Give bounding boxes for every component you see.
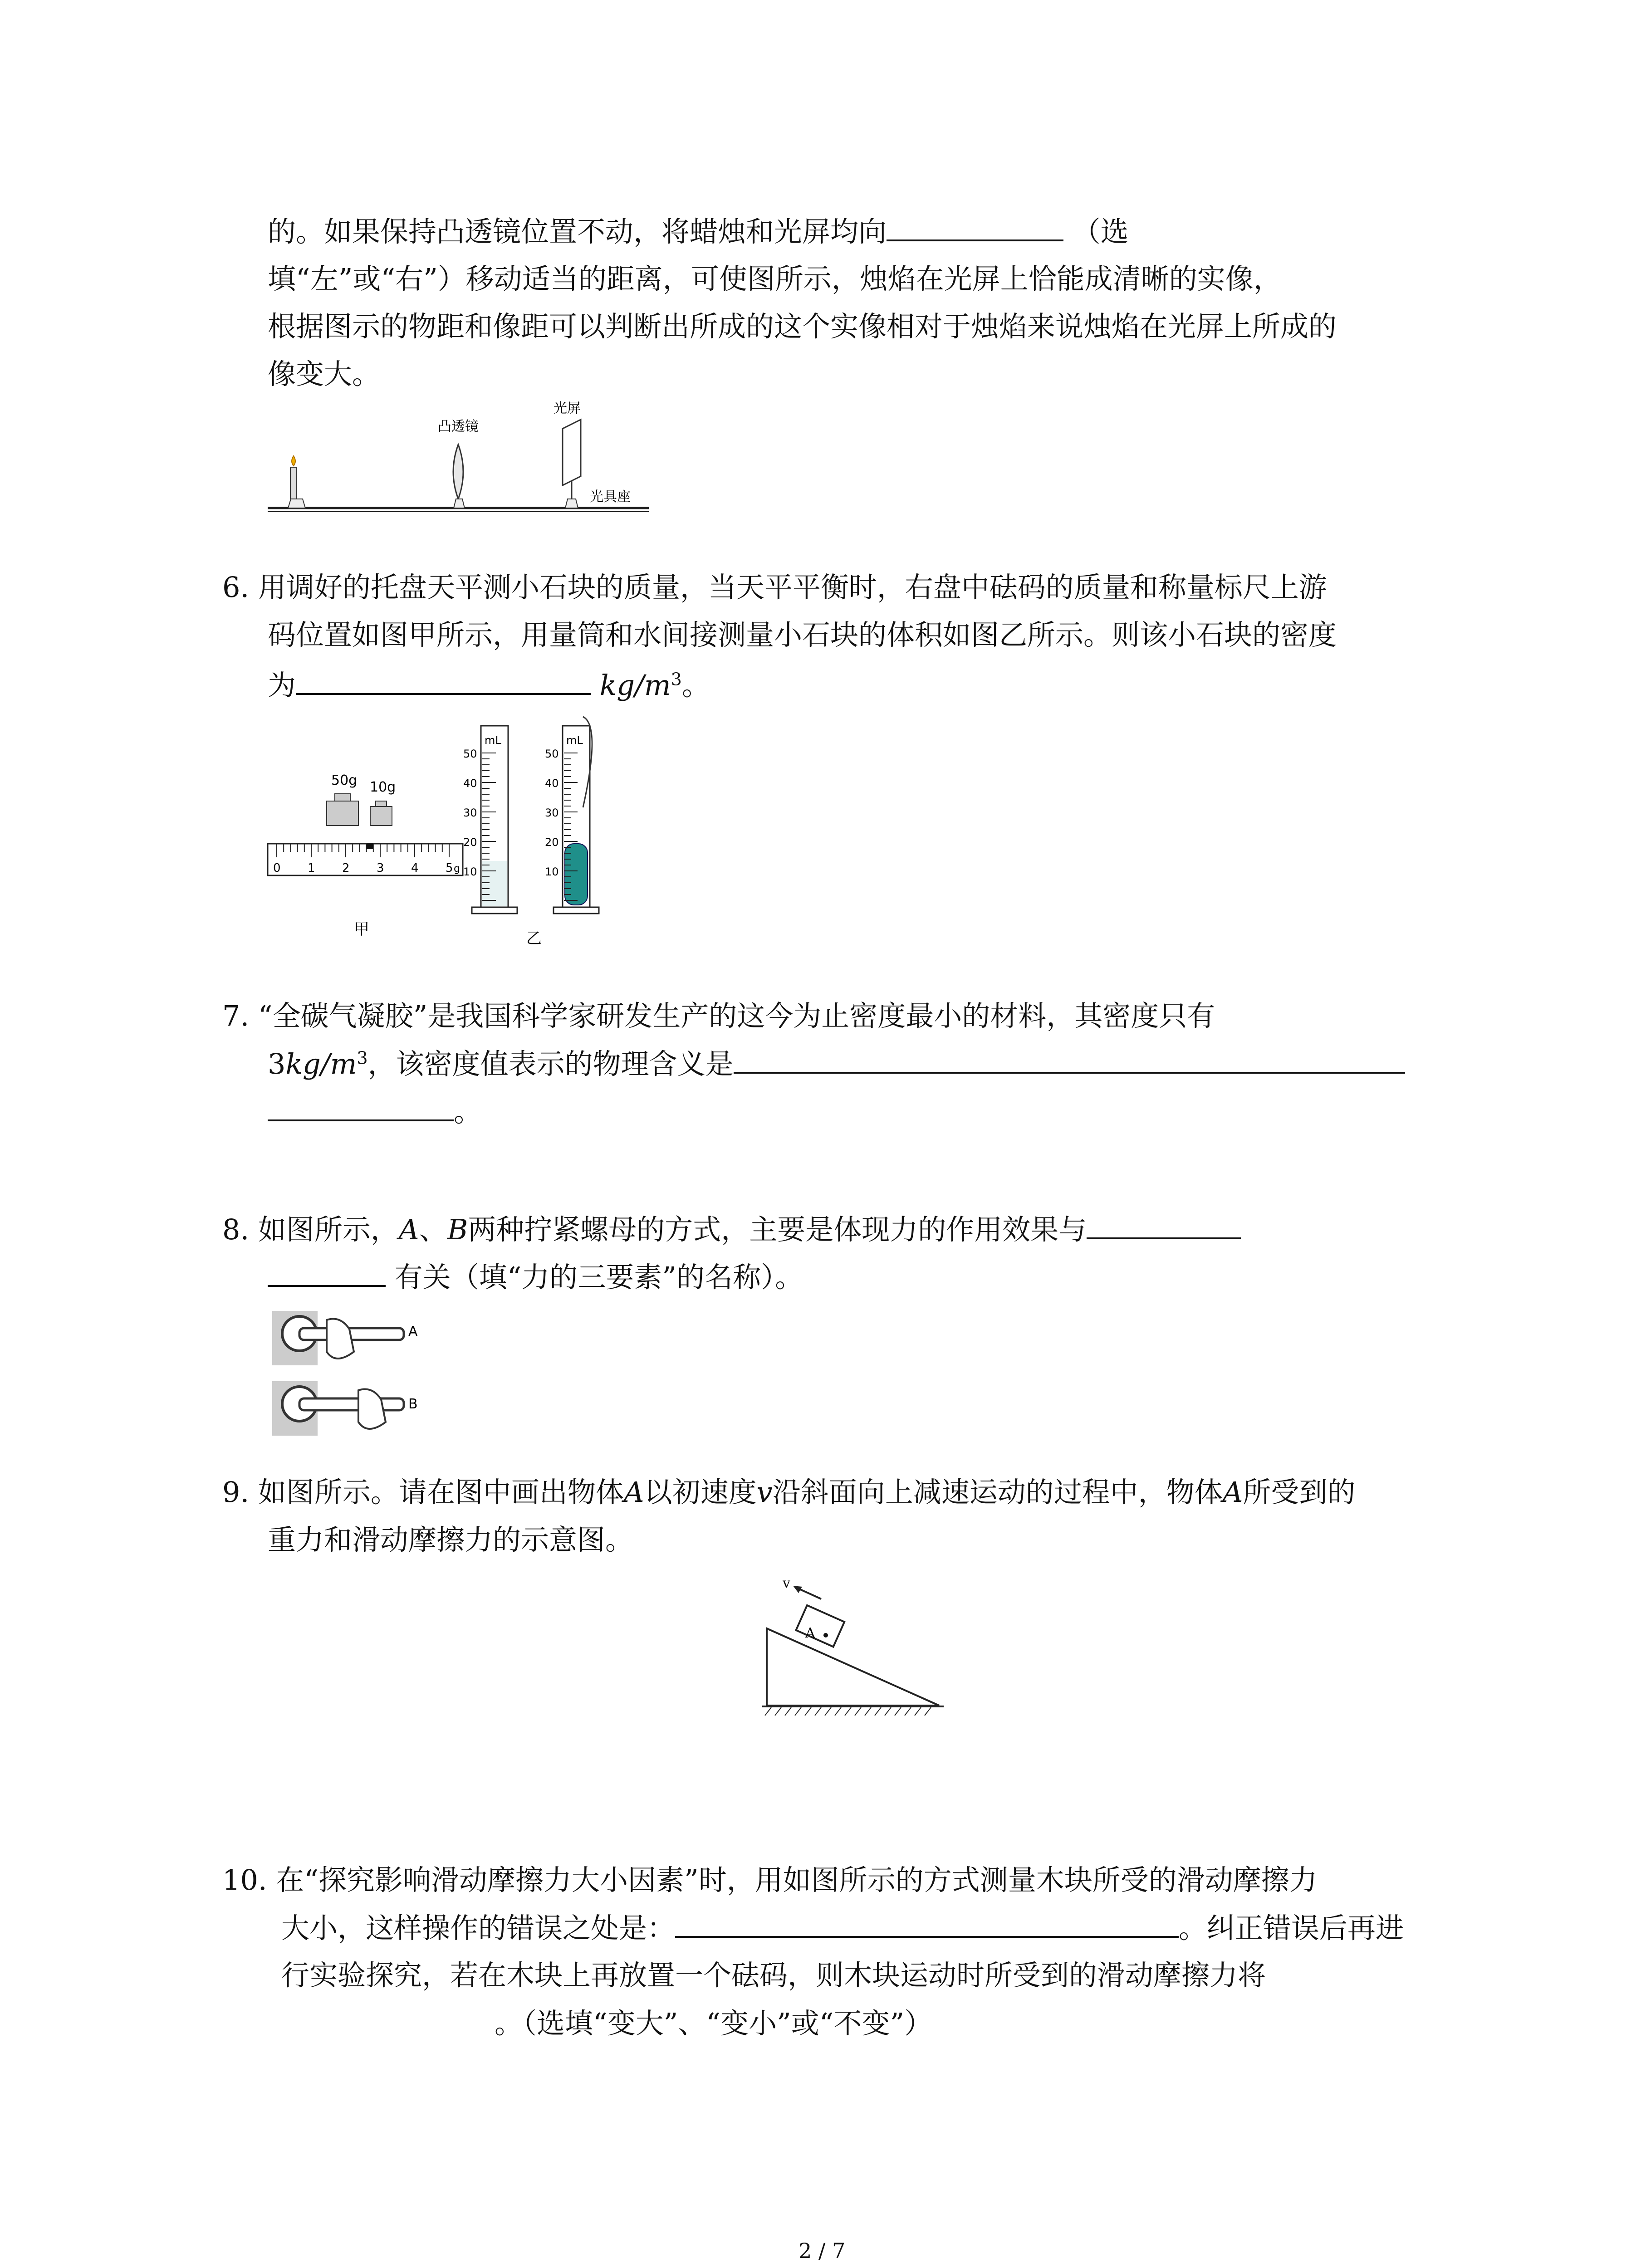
cylinder-tick-label: 20 — [463, 836, 477, 849]
cylinder-tick-label: 30 — [463, 807, 477, 819]
cylinder-tick-label: 40 — [545, 777, 559, 790]
q7-answer-blank[interactable] — [734, 1046, 1405, 1074]
q5-line-2: 填“左”或“右”）移动适当的距离，可使图所示，烛焰在光屏上恰能成清晰的实像， — [268, 262, 1282, 295]
weight-50g-icon — [327, 794, 358, 826]
ruler-unit-label: g — [454, 863, 460, 875]
q6-line-2: 码位置如图甲所示，用量筒和水间接测量小石块的体积如图乙所示。则该小石块的密度 — [268, 618, 1337, 651]
block-a-icon — [796, 1605, 845, 1647]
convex-lens-icon — [453, 445, 465, 508]
q6-number: 6. — [222, 571, 250, 604]
wrench-a-label: A — [408, 1324, 418, 1339]
q10-number: 10. — [222, 1863, 267, 1897]
ruler-tick-label: 5 — [446, 861, 453, 875]
wrench-figure — [272, 1306, 445, 1442]
q6-density-blank[interactable] — [296, 667, 591, 695]
q6-line-3: 为 $kg/m^3$。 — [268, 667, 710, 704]
weight-10g-icon — [370, 801, 392, 826]
q10-line-4: 。（选填“变大”、“变小”或“不变”） — [281, 2005, 932, 2042]
incline-figure[interactable] — [762, 1569, 953, 1719]
q10-line-2: 大小，这样操作的错误之处是： 。纠正错误后再进 — [281, 1910, 1404, 1946]
balance-and-cylinder-figure — [263, 708, 671, 953]
q8-number: 8. — [222, 1213, 250, 1246]
q7-answer-blank-cont[interactable] — [268, 1093, 454, 1121]
cylinder-tick-label: 10 — [545, 865, 559, 878]
q8-line-1: 8. 如图所示，A、B两种拧紧螺母的方式，主要是体现力的作用效果与 — [222, 1211, 1241, 1248]
q8-answer-blank-cont[interactable] — [268, 1259, 386, 1287]
cyl2-unit: mL — [566, 734, 583, 747]
scale-ruler — [268, 843, 463, 875]
q9-line-2: 重力和滑动摩擦力的示意图。 — [268, 1523, 634, 1556]
q9-line-1: 9. 如图所示。请在图中画出物体A以初速度v沿斜面向上减速运动的过程中，物体A所受到的 — [222, 1476, 1356, 1509]
weight-10g-label: 10g — [370, 779, 396, 795]
lens-label: 凸透镜 — [438, 419, 479, 435]
label-jia: 甲 — [354, 920, 369, 938]
rider-icon — [367, 843, 373, 849]
graduated-cylinder-1 — [472, 726, 517, 914]
ruler-tick-label: 1 — [308, 861, 315, 875]
q10-line-3: 行实验探究，若在木块上再放置一个砝码，则木块运动时所受到的滑动摩擦力将 — [281, 1959, 1266, 1992]
q8-answer-blank[interactable] — [1087, 1211, 1241, 1239]
wrench-a-icon — [272, 1311, 404, 1365]
cylinder-tick-label: 30 — [545, 807, 559, 819]
q5-line-1: 的。如果保持凸透镜位置不动，将蜡烛和光屏均向 （选 — [268, 213, 1129, 250]
q10-answer-blank-2[interactable] — [281, 2005, 495, 2033]
cylinder-tick-label: 50 — [463, 748, 477, 760]
optical-bench-figure — [263, 399, 662, 517]
q10-answer-blank[interactable] — [675, 1910, 1179, 1938]
q10-line-1: 10. 在“探究影响滑动摩擦力大小因素”时，用如图所示的方式测量木块所受的滑动摩擦力 — [222, 1863, 1318, 1897]
page-number: 2 / 7 — [798, 2239, 846, 2263]
cyl1-unit: mL — [485, 734, 501, 747]
q7-number: 7. — [222, 999, 250, 1032]
q5-line-4: 像变大。 — [268, 357, 381, 391]
candle-icon — [288, 456, 305, 508]
q5-answer-blank[interactable] — [887, 213, 1063, 241]
ruler-tick-label: 3 — [377, 861, 384, 875]
block-label: A — [805, 1625, 815, 1641]
block-center-dot — [823, 1633, 828, 1637]
label-yi: 乙 — [526, 929, 542, 948]
cylinder-tick-label: 10 — [463, 865, 477, 878]
wrench-b-label: B — [408, 1396, 418, 1412]
q9-number: 9. — [222, 1476, 250, 1509]
q8-line-2: 有关（填“力的三要素”的名称）。 — [268, 1259, 803, 1295]
q7-line-2: $3kg/m^3$，该密度值表示的物理含义是 — [268, 1046, 1405, 1082]
q7-line-1: 7. “全碳气凝胶”是我国科学家研发生产的这今为止密度最小的材料，其密度只有 — [222, 999, 1215, 1032]
incline-plane — [767, 1628, 939, 1706]
cylinder-tick-label: 40 — [463, 777, 477, 790]
weight-50g-label: 50g — [331, 772, 358, 788]
cylinder-tick-label: 50 — [545, 748, 559, 760]
q6-line-1: 6. 用调好的托盘天平测小石块的质量，当天平平衡时，右盘中砝码的质量和称量标尺上游 — [222, 571, 1327, 604]
cylinder-tick-label: 20 — [545, 836, 559, 849]
wrench-b-icon — [272, 1381, 404, 1436]
screen-label: 光屏 — [554, 401, 581, 416]
ruler-tick-label: 2 — [342, 861, 350, 875]
bench-label: 光具座 — [590, 489, 631, 505]
ruler-tick-label: 0 — [273, 861, 281, 875]
ruler-tick-label: 4 — [411, 861, 419, 875]
velocity-label: v — [783, 1575, 790, 1591]
light-screen-icon — [563, 420, 581, 508]
q5-line-3: 根据图示的物距和像距可以判断出所成的这个实像相对于烛焰来说烛焰在光屏上所成的 — [268, 310, 1337, 343]
q7-line-3: 。 — [268, 1093, 482, 1130]
